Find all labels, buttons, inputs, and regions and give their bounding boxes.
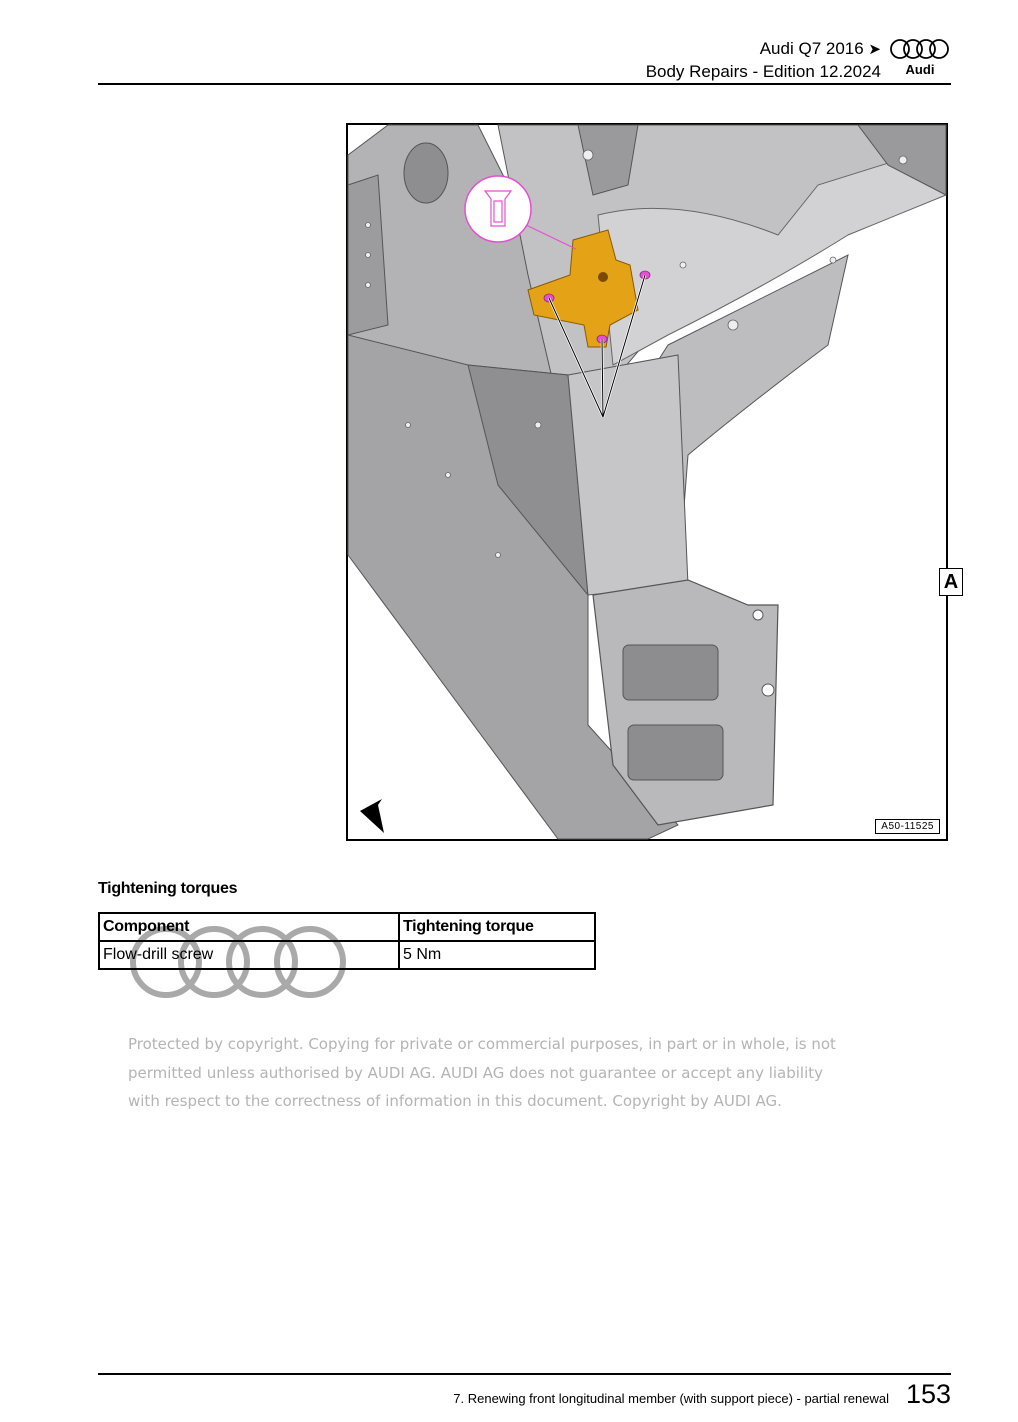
copyright-line: with respect to the correctness of information in this document. Copyright by AUDI AG. (128, 1092, 782, 1110)
audi-logo (889, 38, 951, 78)
audi-rings-icon (889, 38, 951, 78)
header-text (646, 38, 881, 83)
callout-label: A (939, 568, 963, 596)
torque-table (98, 912, 596, 970)
copyright-line: Protected by copyright. Copying for private or commercial purposes, in part or in whole, is not (128, 1035, 836, 1053)
column-header-torque: Tightening torque (399, 913, 595, 941)
figure-code: A50-11525 (875, 819, 940, 834)
illustration (346, 123, 959, 841)
section-title: Tightening torques (98, 880, 238, 897)
logo-wordmark: Audi (905, 62, 935, 77)
page-header (98, 34, 951, 85)
model-title: Audi Q7 2016 (759, 39, 864, 58)
copyright-notice (128, 1030, 848, 1116)
page-footer (98, 1373, 951, 1420)
table-row (99, 941, 595, 969)
cell-component: Flow-drill screw (99, 941, 399, 969)
next-arrow-icon: ➤ (868, 41, 881, 58)
manual-title: Body Repairs - Edition 12.2024 (645, 62, 881, 81)
chapter-title: 7. Renewing front longitudinal member (with support piece) - partial renewal (453, 1391, 889, 1406)
column-header-component: Component (99, 913, 399, 941)
longitudinal-member-drawing (348, 125, 946, 839)
table-header-row (99, 913, 595, 941)
navigation-arrow-icon (360, 799, 384, 833)
page-number: 153 (905, 1379, 951, 1409)
cell-torque: 5 Nm (399, 941, 595, 969)
copyright-line: permitted unless authorised by AUDI AG. AUDI AG does not guarantee or accept any liability (128, 1063, 824, 1082)
